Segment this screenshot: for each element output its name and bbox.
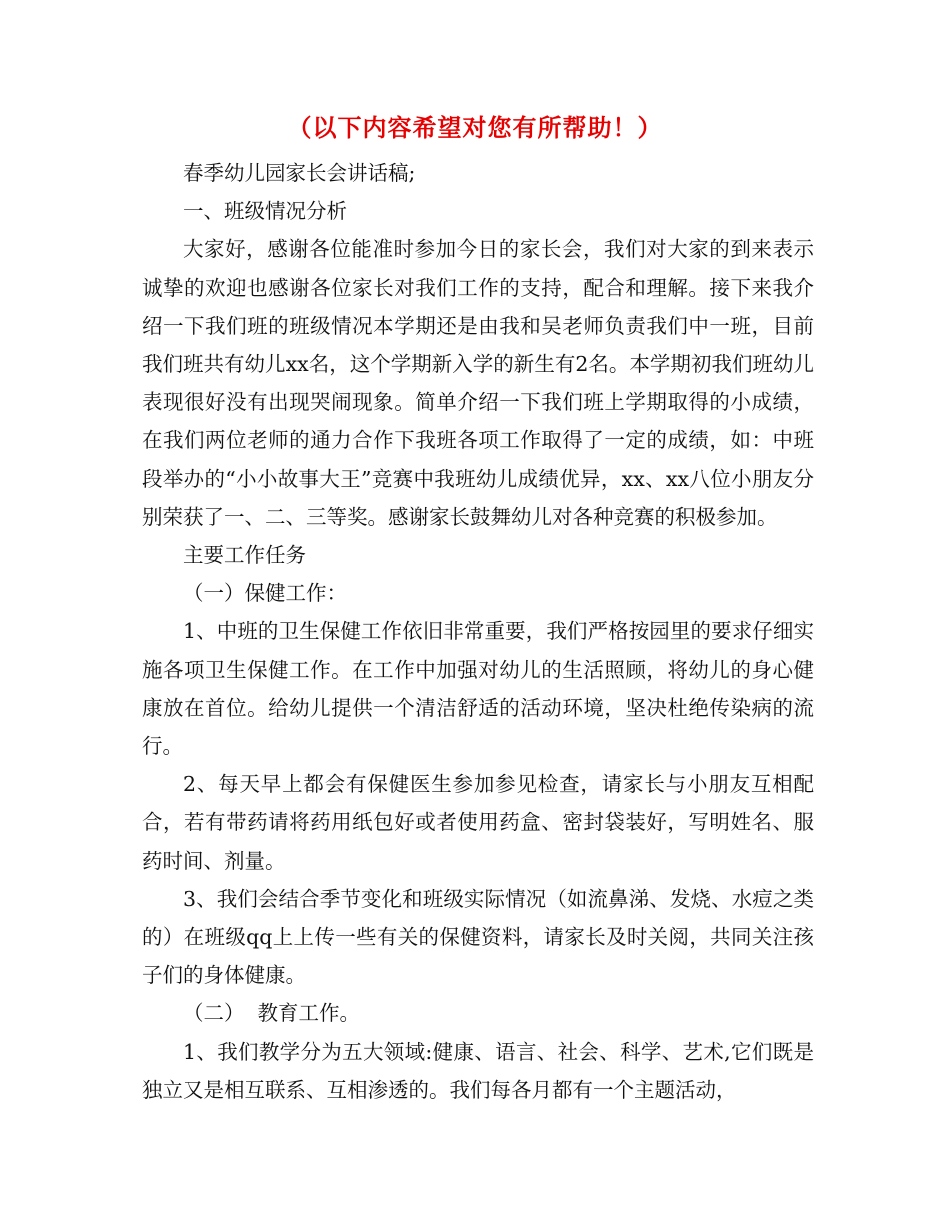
paragraph-health-item-2: 2、每天早上都会有保健医生参加参见检查，请家长与小朋友互相配合，若有带药请将药用纸包好或者使用药盒、密封袋装好，写明姓名、服药时间、剂量。: [142, 772, 814, 873]
document-title-line: 春季幼儿园家长会讲话稿;: [183, 161, 416, 185]
paragraph-class-analysis: 大家好，感谢各位能准时参加今日的家长会，我们对大家的到来表示诚挚的欢迎也感谢各位家长对我们工作的支持，配合和理解。接下来我介绍一下我们班的班级情况本学期还是由我和吴老师负责我们中一班，目前我们班共有幼儿xx名，这个学期新入学的新生有2名。本学期初我们班幼儿表现很好没有出现哭闹现象。简单介绍一下我们班上学期取得的小成绩，在我们两位老师的通力合作下我班各项工作取得了一定的成绩，如：中班段举办的“小小故事大王”竞赛中我班幼儿成绩优异，xx、xx八位小朋友分别荣获了一、二、三等奖。感谢家长鼓舞幼儿对各种竞赛的积极参加。: [142, 237, 814, 529]
header-note: （以下内容希望对您有所帮助！）: [287, 114, 663, 142]
paragraph-health-item-3: 3、我们会结合季节变化和班级实际情况（如流鼻涕、发烧、水痘之类的）在班级qq上上传一些有关的保健资料，请家长及时关阅，共同关注孩子们的身体健康。: [142, 886, 814, 988]
paragraph-health-item-1: 1、中班的卫生保健工作依旧非常重要，我们严格按园里的要求仔细实施各项卫生保健工作。在工作中加强对幼儿的生活照顾，将幼儿的身心健康放在首位。给幼儿提供一个清洁舒适的活动环境，坚决杜绝传染病的流行。: [142, 619, 814, 759]
section-heading-class-analysis: 一、班级情况分析: [183, 199, 347, 224]
subheading-health-work: （一）保健工作：: [183, 581, 347, 606]
section-heading-main-tasks: 主要工作任务: [183, 543, 306, 568]
document-body: [142, 154, 814, 1109]
paragraph-education-item-1: 1、我们教学分为五大领域:健康、语言、社会、科学、艺术,它们既是独立又是相互联系、互相渗透的。我们每各月都有一个主题活动，: [142, 1039, 814, 1102]
subheading-education-work: （二） 教育工作。: [183, 1001, 361, 1026]
